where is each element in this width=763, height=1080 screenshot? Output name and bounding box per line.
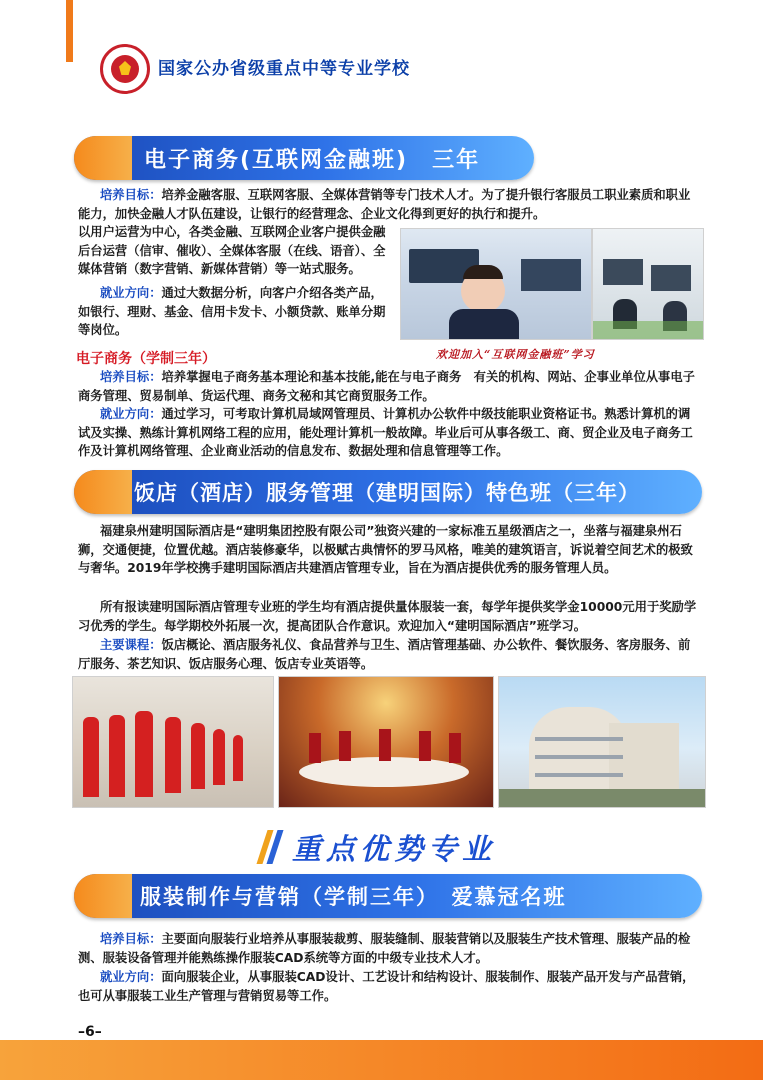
goal-label: 培养目标： bbox=[100, 932, 162, 946]
section-banner-garment bbox=[74, 874, 702, 918]
section4-goal-paragraph bbox=[78, 930, 702, 967]
banner-title: 饭店（酒店）服务管理（建明国际）特色班（三年） bbox=[134, 481, 640, 505]
goal-label: 培养目标： bbox=[100, 188, 162, 202]
course-label: 主要课程： bbox=[100, 638, 162, 652]
banner-cap bbox=[74, 470, 132, 514]
goal-text: 培养金融客服、互联网客服、全媒体营销等专门技术人才。为了提升银行客服员工职业素质和职业能力，加快金融人才队伍建设，让银行的经营理念、企业文化得到更好的执行和提升。 bbox=[78, 188, 691, 221]
banner-title: 服装制作与营销（学制三年） 爱慕冠名班 bbox=[140, 885, 567, 909]
goal-text: 培养掌握电子商务基本理论和基本技能,能在与电子商务 有关的机构、网站、企事业单位从事电子商务管理、贸易制单、货运代理、商务文秘和其它商贸服务工作。 bbox=[78, 370, 695, 403]
photo-caption: 欢迎加入“互联网金融班”学习 bbox=[436, 348, 595, 361]
section3-course-paragraph bbox=[78, 636, 702, 673]
section-banner-ecommerce-finance bbox=[74, 136, 534, 180]
goal-text: 主要面向服装行业培养从事服装裁剪、服装缝制、服装营销以及服装生产技术管理、服装产品的检测、服装设备管理并能熟练操作服装CAD系统等方面的中级专业技术人才。 bbox=[78, 932, 691, 965]
school-name: 国家公办省级重点中等专业学校 bbox=[158, 59, 410, 79]
photo-call-center-room bbox=[592, 228, 704, 340]
section3-intro-paragraph: 福建泉州建明国际酒店是“建明集团控股有限公司”独资兴建的一家标准五星级酒店之一，坐落与福建泉州石狮，交通便捷，位置优越。酒店装修豪华，以极赋古典情怀的罗马风格，唯美的建筑语言，诉说着空间艺术的极致与奢华。2019年学校携手建明国际酒店共建酒店管理专业，旨在为酒店提供优秀的服务管理人员。 bbox=[78, 524, 693, 576]
course-text: 饭店概论、酒店服务礼仪、食品营养与卫生、酒店管理基础、办公软件、餐饮服务、客房服务、前厅服务、茶艺知识、饭店服务心理、饭店专业英语等。 bbox=[78, 638, 691, 671]
page-number: –6– bbox=[78, 1024, 102, 1040]
section1-goal-line-narrow: 以用户运营为中心，各类金融、互联网企业客户提供金融后台运营（信审、催收）、全媒体客服（在线、语音）、全媒体营销（数字营销、新媒体营销）等一站式服务。 bbox=[78, 225, 386, 277]
job-text: 面向服装企业，从事服装CAD设计、工艺设计和结构设计、服装制作、服装产品开发与产品营销，也可从事服装工业生产管理与营销贸易等工作。 bbox=[78, 970, 695, 1003]
job-text: 通过学习，可考取计算机局域网管理员、计算机办公软件中级技能职业资格证书。熟悉计算机的调试及实操、熟练计算机网络工程的应用，能处理计算机一般故障。毕业后可从事各级工、商、贸企业及电子商务工作及计算机网络管理、企业商业活动的信息发布、数据处理和信息管理等工作。 bbox=[78, 407, 693, 459]
photo-hotel-banquet-hall bbox=[278, 676, 494, 808]
section-banner-hotel-management bbox=[74, 470, 702, 514]
footer-bar bbox=[0, 1040, 763, 1080]
job-label: 就业方向： bbox=[100, 970, 162, 984]
key-majors-title: 重点优势专业 bbox=[292, 832, 497, 866]
header-accent-bar bbox=[66, 0, 73, 62]
section2-job-paragraph bbox=[78, 405, 702, 461]
banner-cap bbox=[74, 874, 132, 918]
section4-job-paragraph bbox=[78, 968, 702, 1005]
banner-cap bbox=[74, 136, 132, 180]
section1-goal-line-full bbox=[78, 186, 702, 223]
job-label: 就业方向： bbox=[100, 407, 162, 421]
section3-scholarship-paragraph: 所有报读建明国际酒店管理专业班的学生均有酒店提供量体服装一套，每学年提供奖学金10000元用于奖励学习优秀的学生。每学期校外拓展一次，提高团队合作意识。欢迎加入“建明国际酒店”班学习。 bbox=[78, 600, 697, 633]
section1-extra bbox=[78, 284, 394, 340]
job-label: 就业方向： bbox=[100, 286, 162, 300]
photo-hotel-building bbox=[498, 676, 706, 808]
banner-title: 电子商务(互联网金融班) 三年 bbox=[144, 148, 481, 173]
photo-customer-service-agent bbox=[400, 228, 592, 340]
goal-label: 培养目标： bbox=[100, 370, 162, 384]
job-text: 通过大数据分析，向客户介绍各类产品，如银行、理财、基金、信用卡发卡、小额贷款、账单分期等岗位。 bbox=[78, 286, 386, 338]
section2-heading: 电子商务（学制三年） bbox=[76, 351, 216, 367]
school-logo bbox=[100, 44, 150, 94]
photo-hotel-staff-bowing bbox=[72, 676, 274, 808]
section2-goal-paragraph bbox=[78, 368, 702, 405]
